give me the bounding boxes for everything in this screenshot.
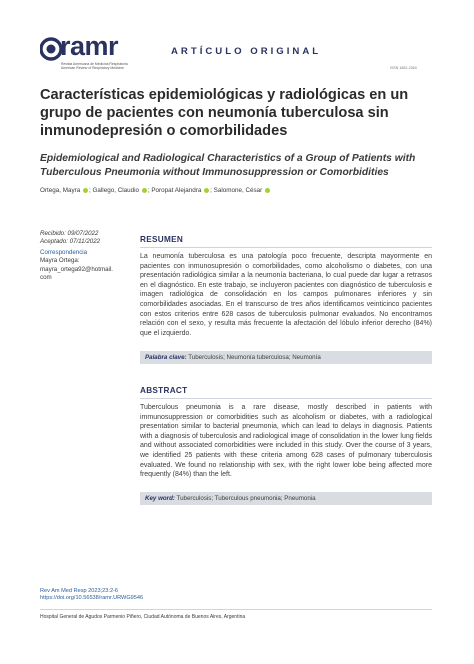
keywords-label: Palabra clave: — [145, 354, 187, 361]
section-label: ARTÍCULO ORIGINAL — [171, 46, 322, 57]
journal-logo — [40, 31, 128, 70]
correspondence-email-line: com — [40, 274, 52, 282]
keywords-text: Tuberculosis; Tuberculous pneumonia; Pneumonia — [176, 495, 316, 502]
correspondence-heading: Correspondencia — [40, 248, 88, 256]
keywords-text: Tuberculosis; Neumonía tuberculosa; Neumonía — [188, 354, 321, 361]
accepted-date: Aceptado: 07/11/2022 — [40, 238, 101, 246]
correspondence-email-line: mayra_ortega92@hotmail. — [40, 265, 114, 273]
article-subtitle: Epidemiological and Radiological Characteristics of a Group of Patients with Tuberculous Pneumonia without Immunosuppression or Comorbidities — [40, 153, 416, 178]
logo-subline-es: Revista Americana de Medicina Respiratoria — [61, 62, 128, 66]
abstract-divider — [140, 398, 432, 399]
doi-link[interactable]: https://doi.org/10.56538/ramr.URWG9546 — [40, 595, 144, 602]
author-name[interactable]: Ortega, Mayra — [40, 187, 81, 194]
abstract-text: Tuberculous pneumonia is a rare disease, mostly described in patients with immunosuppression or comorbidities such as alcoholism or diabetes, with a radiological presentation similar to bacterial pneumonia, which can lead to delays in diagnosis. Patients with a diagnosis of tuberculosis and radiological image of consolidation in the lower lung fields and without associated comorbidities were included in this study. Over the course of 3 years, we identified 25 patients with these criteria among 628 cases of pulmonary tuberculosis evaluated. We found no relationship with sex, with the right lower lobe being affected more frequently (84%) than the left. — [140, 404, 432, 479]
received-date: Recibido: 09/07/2022 — [40, 230, 99, 237]
resumen-text: La neumonía tuberculosa es una patología poco frecuente, descripta mayormente en pacientes con inmunosupresión o comorbilidades, como alcoholismo o diabetes, con una presentación radiológica similar a la neumonía bacteriana, lo cual puede dar lugar a retrasos en el diagnóstico. En este trabajo, se incluyeron pacientes con diagnóstico de tuberculosis e imagen radiológica de consolidación en los campos pulmonares inferiores y sin comorbilidades asociadas. En el transcurso de tres años identificamos veinticinco pacientes con estos criterios entre 628 casos de tuberculosis pulmonar evaluados. No encontramos relación con el sexo, y resulta más frecuente la afectación del lóbulo inferior derecho (84%) que el izquierdo. — [140, 253, 432, 337]
author-name[interactable]: Poropat Alejandra — [151, 187, 202, 194]
article-title: Características epidemiológicas y radiológicas en un grupo de pacientes con neumonía tuberculosa sin inmunodepresión o comorbilidades — [40, 87, 409, 139]
author-name[interactable]: Gallego, Claudio — [92, 187, 140, 194]
correspondence-name: Mayra Ortega: — [40, 257, 80, 265]
resumen-keywords — [140, 351, 432, 364]
orcid-icon[interactable] — [204, 188, 209, 193]
author-name[interactable]: Salomone, César — [213, 187, 263, 194]
keywords-label: Key word: — [145, 495, 175, 502]
affiliation: Hospital General de Agudos Parmenio Piñero, Ciudad Autónoma de Buenos Aires, Argentina — [40, 614, 246, 620]
abstract-keywords — [140, 492, 432, 505]
author-list: Ortega, Mayra ; Gallego, Claudio ; Poropat Alejandra ; Salomone, César — [40, 187, 271, 194]
resumen-divider — [140, 247, 432, 248]
orcid-icon[interactable] — [265, 188, 270, 193]
article-meta — [40, 230, 130, 282]
logo-subline-en: American Review of Respiratory Medicine — [61, 66, 124, 70]
citation-block — [40, 588, 143, 602]
correspondence-email[interactable] — [40, 266, 130, 283]
abstract-heading: ABSTRACT — [140, 386, 188, 395]
orcid-icon[interactable] — [83, 188, 88, 193]
logo-wordmark: ramr — [60, 31, 119, 61]
logo-subline — [61, 62, 131, 70]
orcid-icon[interactable] — [142, 188, 147, 193]
citation: Rev Am Med Resp 2023;23:2-6 — [40, 588, 119, 594]
issn: ISSN 1852-236X — [390, 66, 417, 70]
footer-divider — [40, 609, 432, 610]
resumen-heading: RESUMEN — [140, 235, 184, 244]
